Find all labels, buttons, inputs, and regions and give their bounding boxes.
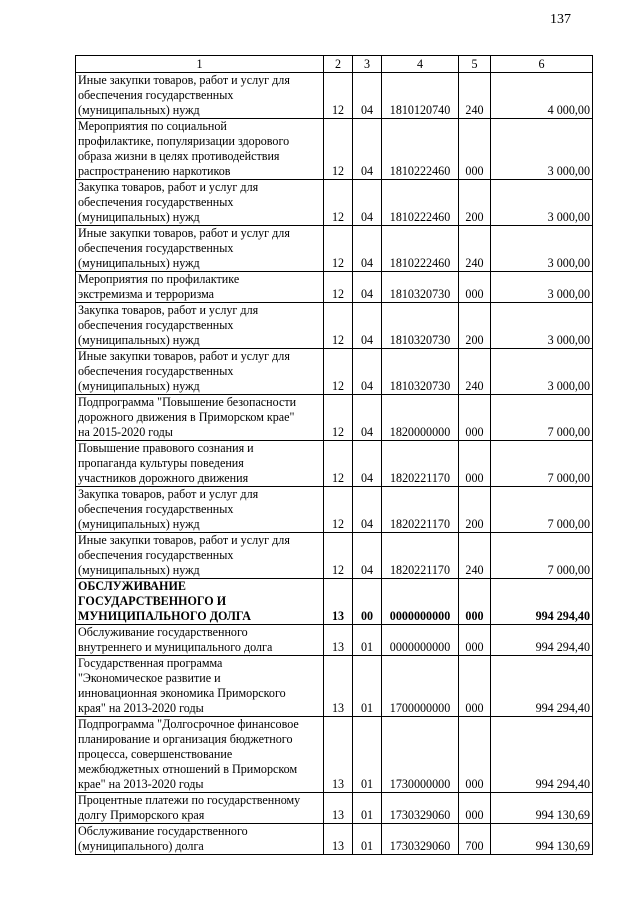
expense-type-code: 000 [459, 793, 491, 824]
expense-type-code: 000 [459, 395, 491, 441]
row-name-line: Процентные платежи по государственному [78, 793, 301, 807]
amount: 3 000,00 [491, 180, 593, 226]
row-name-line: долгу Приморского края [78, 808, 205, 822]
target-article-code: 1820000000 [382, 395, 459, 441]
row-name-line: Подпрограмма "Долгосрочное финансовое [78, 717, 299, 731]
expense-type-code: 000 [459, 579, 491, 625]
row-name [76, 717, 324, 793]
amount: 994 130,69 [491, 793, 593, 824]
row-name [76, 395, 324, 441]
table-row [76, 226, 593, 272]
expense-type-code: 000 [459, 272, 491, 303]
subsection-code: 04 [353, 487, 382, 533]
amount: 994 294,40 [491, 625, 593, 656]
section-code: 12 [324, 119, 353, 180]
row-name-line: распространению наркотиков [78, 164, 231, 178]
target-article-code: 1810222460 [382, 180, 459, 226]
row-name-line: обеспечения государственных [78, 364, 234, 378]
row-name-line: Обслуживание государственного [78, 625, 248, 639]
section-code: 12 [324, 533, 353, 579]
row-name-line: межбюджетных отношений в Приморском [78, 762, 298, 776]
row-name-line: обеспечения государственных [78, 195, 234, 209]
row-name-line: процесса, совершенствование [78, 747, 233, 761]
section-code: 13 [324, 625, 353, 656]
table-row [76, 73, 593, 119]
amount: 3 000,00 [491, 119, 593, 180]
amount: 3 000,00 [491, 272, 593, 303]
row-name-line: (муниципального) долга [78, 839, 204, 853]
target-article-code: 1730329060 [382, 793, 459, 824]
target-article-code: 1810120740 [382, 73, 459, 119]
subsection-code: 04 [353, 349, 382, 395]
row-name-line: обеспечения государственных [78, 318, 234, 332]
row-name-line: Мероприятия по социальной [78, 119, 227, 133]
section-code: 12 [324, 487, 353, 533]
amount: 994 294,40 [491, 579, 593, 625]
row-name-line: профилактике, популяризации здорового [78, 134, 290, 148]
target-article-code: 0000000000 [382, 625, 459, 656]
expense-type-code: 200 [459, 487, 491, 533]
amount: 3 000,00 [491, 303, 593, 349]
target-article-code: 1730329060 [382, 824, 459, 855]
row-name-line: обеспечения государственных [78, 548, 234, 562]
expense-type-code: 240 [459, 226, 491, 272]
row-name-line: Иные закупки товаров, работ и услуг для [78, 73, 290, 87]
subsection-code: 01 [353, 625, 382, 656]
amount: 7 000,00 [491, 533, 593, 579]
amount: 7 000,00 [491, 487, 593, 533]
header-col-3: 3 [353, 56, 382, 73]
subsection-code: 00 [353, 579, 382, 625]
header-col-5: 5 [459, 56, 491, 73]
row-name-line: Подпрограмма "Повышение безопасности [78, 395, 297, 409]
expense-type-code: 700 [459, 824, 491, 855]
row-name [76, 441, 324, 487]
section-code: 12 [324, 73, 353, 119]
row-name-line: обеспечения государственных [78, 502, 234, 516]
row-name-line: (муниципальных) нужд [78, 333, 200, 347]
target-article-code: 1820221170 [382, 533, 459, 579]
amount: 7 000,00 [491, 441, 593, 487]
table-row [76, 441, 593, 487]
row-name-line: обеспечения государственных [78, 241, 234, 255]
row-name [76, 272, 324, 303]
section-code: 12 [324, 349, 353, 395]
target-article-code: 1820221170 [382, 487, 459, 533]
row-name-line: обеспечения государственных [78, 88, 234, 102]
row-name-line: участников дорожного движения [78, 471, 249, 485]
subsection-code: 04 [353, 119, 382, 180]
header-col-2: 2 [324, 56, 353, 73]
row-name-line: экстремизма и терроризма [78, 287, 215, 301]
expense-type-code: 240 [459, 349, 491, 395]
page-number: 137 [550, 12, 571, 27]
subsection-code: 01 [353, 824, 382, 855]
expense-type-code: 000 [459, 625, 491, 656]
expense-type-code: 240 [459, 73, 491, 119]
row-name-line: Повышение правового сознания и [78, 441, 254, 455]
row-name-line: Мероприятия по профилактике [78, 272, 240, 286]
target-article-code: 1810320730 [382, 303, 459, 349]
row-name-line: дорожного движения в Приморском крае" [78, 410, 295, 424]
table-row [76, 824, 593, 855]
header-col-4: 4 [382, 56, 459, 73]
row-name-line: внутреннего и муниципального долга [78, 640, 273, 654]
row-name-line: пропаганда культуры поведения [78, 456, 244, 470]
amount: 4 000,00 [491, 73, 593, 119]
section-code: 13 [324, 824, 353, 855]
table-row [76, 487, 593, 533]
amount: 994 130,69 [491, 824, 593, 855]
row-name [76, 487, 324, 533]
row-name [76, 119, 324, 180]
row-name-line: Обслуживание государственного [78, 824, 248, 838]
row-name-line: края" на 2013-2020 годы [78, 701, 204, 715]
row-name [76, 349, 324, 395]
row-name-line: Государственная программа [78, 656, 223, 670]
section-code: 12 [324, 395, 353, 441]
subsection-code: 04 [353, 533, 382, 579]
subsection-code: 04 [353, 303, 382, 349]
subsection-code: 04 [353, 73, 382, 119]
table-row [76, 119, 593, 180]
row-name [76, 303, 324, 349]
row-name-line: крае" на 2013-2020 годы [78, 777, 204, 791]
row-name-line: (муниципальных) нужд [78, 563, 200, 577]
section-code: 13 [324, 717, 353, 793]
row-name-line: ГОСУДАРСТВЕННОГО И [78, 594, 227, 608]
section-code: 13 [324, 579, 353, 625]
subsection-code: 04 [353, 226, 382, 272]
section-code: 13 [324, 656, 353, 717]
expense-type-code: 200 [459, 303, 491, 349]
row-name-line: планирование и организация бюджетного [78, 732, 293, 746]
row-name-line: Закупка товаров, работ и услуг для [78, 303, 259, 317]
amount: 3 000,00 [491, 226, 593, 272]
expense-type-code: 000 [459, 119, 491, 180]
row-name-line: (муниципальных) нужд [78, 210, 200, 224]
section-code: 12 [324, 226, 353, 272]
expense-type-code: 000 [459, 441, 491, 487]
section-code: 12 [324, 303, 353, 349]
row-name [76, 180, 324, 226]
subsection-code: 04 [353, 272, 382, 303]
row-name-line: Закупка товаров, работ и услуг для [78, 180, 259, 194]
row-name-line: инновационная экономика Приморского [78, 686, 286, 700]
table-row [76, 180, 593, 226]
row-name-line: ОБСЛУЖИВАНИЕ [78, 579, 186, 593]
target-article-code: 1730000000 [382, 717, 459, 793]
target-article-code: 1810320730 [382, 349, 459, 395]
row-name-line: образа жизни в целях противодействия [78, 149, 280, 163]
row-name-line: (муниципальных) нужд [78, 103, 200, 117]
target-article-code: 1810222460 [382, 119, 459, 180]
table-row [76, 579, 593, 625]
row-name [76, 73, 324, 119]
expense-type-code: 000 [459, 717, 491, 793]
row-name-line: МУНИЦИПАЛЬНОГО ДОЛГА [78, 609, 251, 623]
row-name-line: Иные закупки товаров, работ и услуг для [78, 533, 290, 547]
table-row [76, 625, 593, 656]
table-row [76, 303, 593, 349]
subsection-code: 04 [353, 180, 382, 226]
header-col-1: 1 [76, 56, 324, 73]
subsection-code: 01 [353, 656, 382, 717]
target-article-code: 1810222460 [382, 226, 459, 272]
amount: 7 000,00 [491, 395, 593, 441]
amount: 994 294,40 [491, 717, 593, 793]
row-name-line: Иные закупки товаров, работ и услуг для [78, 226, 290, 240]
amount: 994 294,40 [491, 656, 593, 717]
table-row [76, 349, 593, 395]
subsection-code: 01 [353, 717, 382, 793]
table-row [76, 272, 593, 303]
row-name [76, 533, 324, 579]
budget-table [75, 55, 593, 855]
section-code: 12 [324, 180, 353, 226]
subsection-code: 01 [353, 793, 382, 824]
target-article-code: 1820221170 [382, 441, 459, 487]
subsection-code: 04 [353, 395, 382, 441]
table-row [76, 395, 593, 441]
row-name [76, 824, 324, 855]
expense-type-code: 240 [459, 533, 491, 579]
row-name [76, 793, 324, 824]
row-name-line: Закупка товаров, работ и услуг для [78, 487, 259, 501]
table-row [76, 793, 593, 824]
section-code: 13 [324, 793, 353, 824]
section-code: 12 [324, 272, 353, 303]
target-article-code: 1810320730 [382, 272, 459, 303]
expense-type-code: 200 [459, 180, 491, 226]
amount: 3 000,00 [491, 349, 593, 395]
table-row [76, 533, 593, 579]
row-name [76, 226, 324, 272]
expense-type-code: 000 [459, 656, 491, 717]
row-name-line: (муниципальных) нужд [78, 379, 200, 393]
table-row [76, 656, 593, 717]
target-article-code: 0000000000 [382, 579, 459, 625]
table-row [76, 717, 593, 793]
header-col-6: 6 [491, 56, 593, 73]
target-article-code: 1700000000 [382, 656, 459, 717]
row-name-line: Иные закупки товаров, работ и услуг для [78, 349, 290, 363]
header-row [76, 56, 593, 73]
row-name-line: (муниципальных) нужд [78, 256, 200, 270]
row-name [76, 656, 324, 717]
row-name [76, 579, 324, 625]
row-name-line: (муниципальных) нужд [78, 517, 200, 531]
row-name-line: на 2015-2020 годы [78, 425, 173, 439]
subsection-code: 04 [353, 441, 382, 487]
row-name-line: "Экономическое развитие и [78, 671, 221, 685]
row-name [76, 625, 324, 656]
section-code: 12 [324, 441, 353, 487]
